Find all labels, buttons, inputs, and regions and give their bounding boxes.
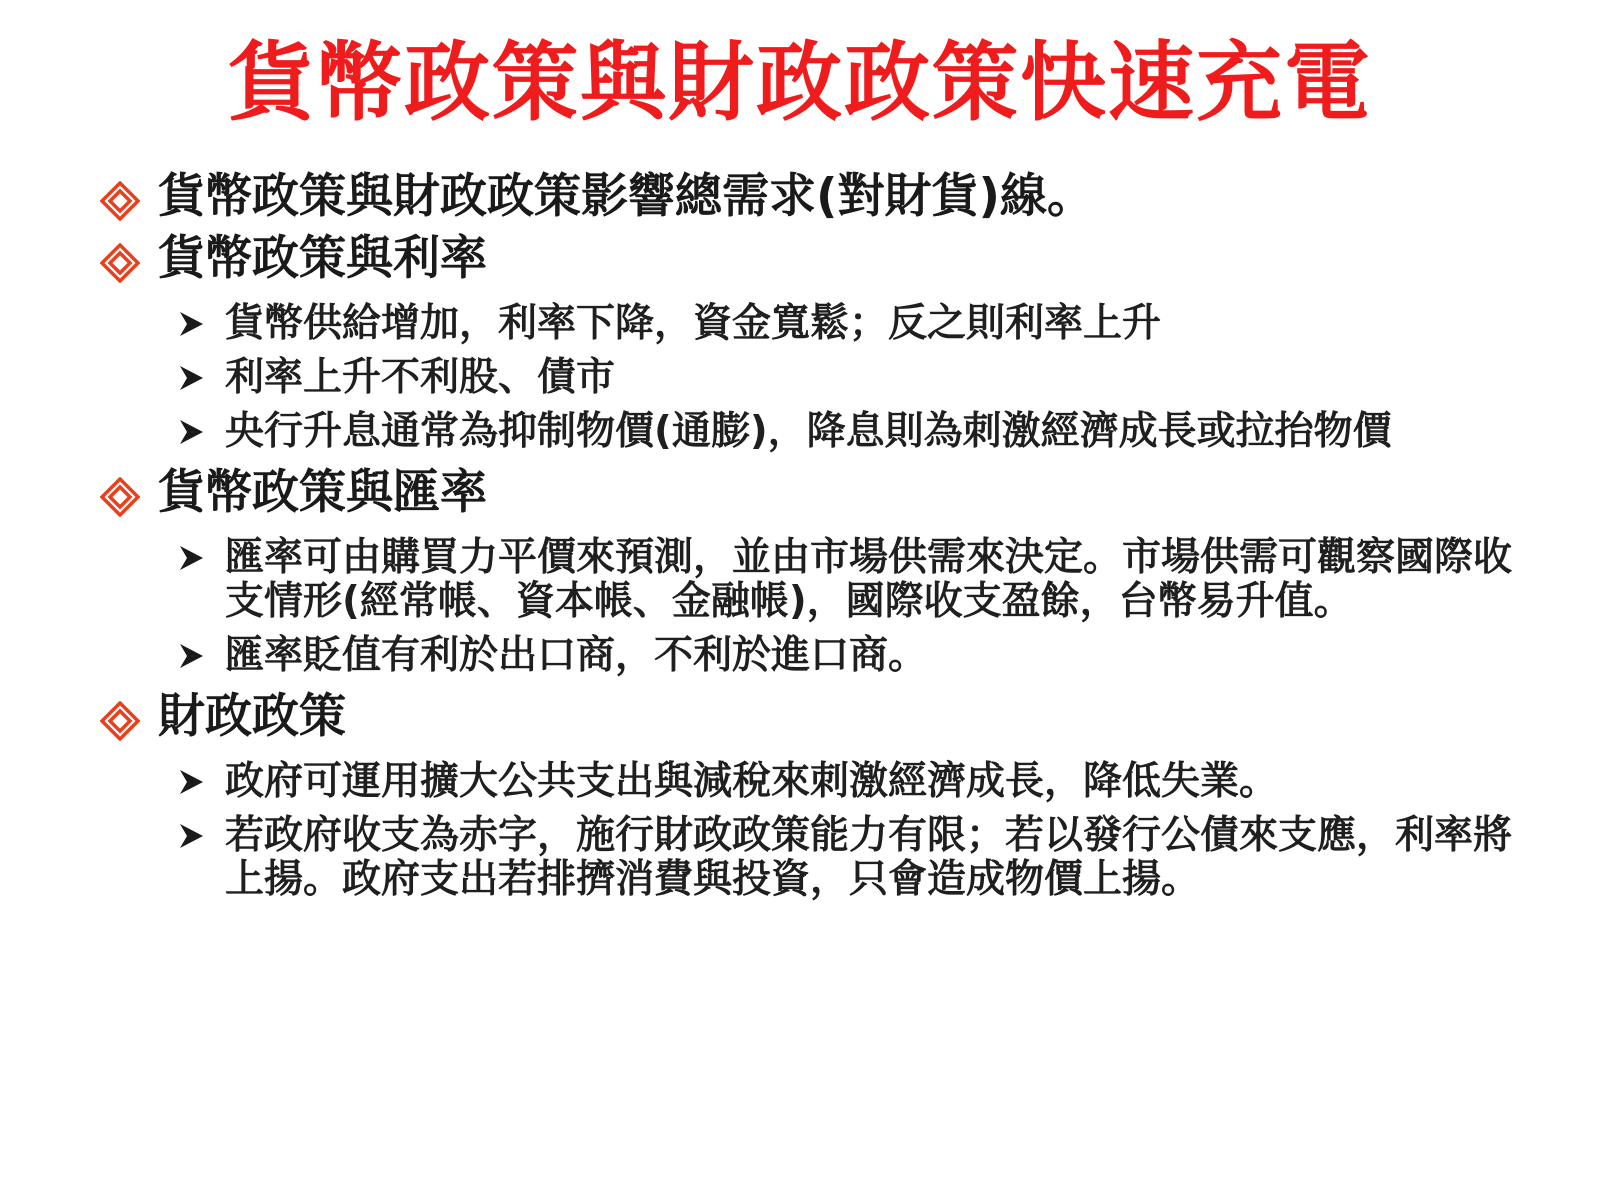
sub-list bbox=[100, 302, 1520, 454]
diamond-icon bbox=[100, 181, 140, 221]
section-monetary-interest bbox=[100, 230, 1520, 454]
list-item bbox=[100, 356, 1520, 400]
arrow-right-icon bbox=[176, 309, 206, 339]
section-fiscal bbox=[100, 688, 1520, 902]
section-monetary-exchange bbox=[100, 464, 1520, 678]
section-aggregate-demand bbox=[100, 168, 1520, 230]
section-heading bbox=[100, 230, 1520, 292]
list-item-text: 利率上升不利股、債市 bbox=[225, 355, 616, 400]
section-heading-text: 財政政策 bbox=[158, 689, 346, 744]
list-item-text: 政府可運用擴大公共支出與減稅來刺激經濟成長，降低失業。 bbox=[225, 759, 1279, 804]
section-heading bbox=[100, 688, 1520, 750]
section-heading-text: 貨幣政策與利率 bbox=[158, 231, 487, 286]
slide-content bbox=[100, 168, 1520, 912]
list-item bbox=[100, 302, 1520, 346]
diamond-icon bbox=[100, 243, 140, 283]
list-item-text: 貨幣供給增加，利率下降，資金寬鬆；反之則利率上升 bbox=[225, 301, 1162, 346]
list-item-text: 央行升息通常為抑制物價(通膨)，降息則為刺激經濟成長或拉抬物價 bbox=[225, 409, 1392, 454]
arrow-right-icon bbox=[176, 543, 206, 573]
list-item bbox=[100, 760, 1520, 804]
arrow-right-icon bbox=[176, 821, 206, 851]
list-item-text: 匯率可由購買力平價來預測，並由市場供需來決定。市場供需可觀察國際收支情形(經常帳、資本帳、金融帳)，國際收支盈餘，台幣易升值。 bbox=[225, 535, 1513, 624]
arrow-right-icon bbox=[176, 363, 206, 393]
section-heading-text: 貨幣政策與匯率 bbox=[158, 465, 487, 520]
list-item-text: 匯率貶值有利於出口商，不利於進口商。 bbox=[225, 633, 928, 678]
slide-title: 貨幣政策與財政政策快速充電 bbox=[228, 33, 1372, 133]
arrow-right-icon bbox=[176, 417, 206, 447]
list-item bbox=[100, 814, 1520, 902]
section-heading bbox=[100, 464, 1520, 526]
arrow-right-icon bbox=[176, 767, 206, 797]
list-item bbox=[100, 410, 1520, 454]
list-item-text: 若政府收支為赤字，施行財政政策能力有限；若以發行公債來支應，利率將上揚。政府支出若排擠消費與投資，只會造成物價上揚。 bbox=[225, 813, 1513, 902]
list-item bbox=[100, 634, 1520, 678]
diamond-icon bbox=[100, 477, 140, 517]
sub-list bbox=[100, 536, 1520, 678]
diamond-icon bbox=[100, 701, 140, 741]
sub-list bbox=[100, 760, 1520, 902]
section-heading-text: 貨幣政策與財政政策影響總需求(對財貨)線。 bbox=[158, 169, 1094, 224]
list-item bbox=[100, 536, 1520, 624]
section-heading bbox=[100, 168, 1520, 230]
arrow-right-icon bbox=[176, 641, 206, 671]
